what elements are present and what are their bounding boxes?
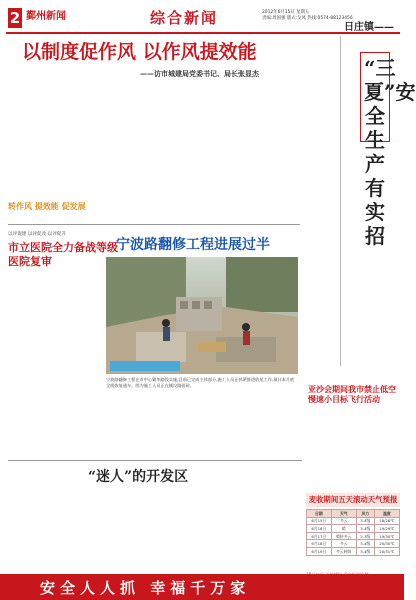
weather-wind: 3-4级 bbox=[356, 517, 374, 525]
weather-temp: 19/30℃ bbox=[374, 532, 399, 540]
weather-sky: 多云 bbox=[331, 517, 356, 525]
weather-date: 6月17日 bbox=[307, 532, 332, 540]
weather-header-row bbox=[307, 510, 400, 518]
weather-row bbox=[307, 525, 400, 533]
masthead-meta bbox=[262, 10, 402, 22]
weather-wind: 3-4级 bbox=[356, 547, 374, 555]
sidebar-kicker: 日庄镇—— bbox=[344, 22, 394, 33]
bottom-body-col-1 bbox=[8, 488, 76, 572]
sidebar-divider bbox=[340, 36, 341, 366]
weather-col-wind: 风力 bbox=[356, 510, 374, 518]
weather-sky: 多云转阴 bbox=[331, 547, 356, 555]
weather-temp: 18/28℃ bbox=[374, 517, 399, 525]
section-name: 鄞州新闻 bbox=[26, 11, 66, 22]
sidebar-headline: “三夏”安全生产有实招 bbox=[364, 56, 416, 248]
masthead-editor: 责编:周国强 版式:戈凤 热线:0574-88123456 bbox=[262, 16, 353, 21]
weather-temp: 20/30℃ bbox=[374, 540, 399, 548]
sidebar-body bbox=[344, 146, 400, 374]
weather-row bbox=[307, 547, 400, 555]
lead-body-col-1 bbox=[8, 84, 72, 198]
page-title: 综合新闻 bbox=[150, 9, 219, 27]
weather-title: 麦收期间五天滚动天气预报 bbox=[306, 493, 400, 507]
photo-headline: 宁波路翻修工程进展过半 bbox=[116, 237, 270, 253]
construction-photo bbox=[106, 257, 298, 374]
weather-col-temp: 温度 bbox=[374, 510, 399, 518]
brief-kicker: 以评促建 以评促改 以评促升 bbox=[8, 232, 67, 237]
bottom-body-col-2 bbox=[80, 488, 148, 572]
brief-body bbox=[8, 274, 102, 454]
lead-subhead: ——访市城建局党委书记、局长张显杰 bbox=[140, 69, 259, 78]
construction-photo-illustration bbox=[106, 257, 298, 374]
weather-row bbox=[307, 532, 400, 540]
weather-wind: 3-4级 bbox=[356, 540, 374, 548]
weather-col-date: 日期 bbox=[307, 510, 332, 518]
bottom-body-col-4 bbox=[224, 488, 300, 572]
weather-sky: 多云 bbox=[331, 540, 356, 548]
masthead-rule bbox=[6, 32, 400, 34]
lead-body-col-3 bbox=[144, 84, 208, 198]
weather-row bbox=[307, 540, 400, 548]
campaign-slogan: 转作风 提效能 促发展 bbox=[8, 202, 86, 211]
right-col-body bbox=[306, 36, 336, 366]
weather-date: 6月15日 bbox=[307, 517, 332, 525]
weather-sky: 晴转多云 bbox=[331, 532, 356, 540]
footer-slogan: 安全人人抓 幸福千万家 bbox=[40, 579, 251, 597]
photo-caption: 宁波路翻修工程在市中心繁华路段实施,目前已完成主体部分,施工人员正抓紧推进收尾工作,预计本月底全线恢复通车。图为施工人员正在铺设路面砖。 bbox=[106, 377, 295, 388]
side-story-headline: 亚沙会期间我市禁止低空慢速小目标飞行活动 bbox=[308, 384, 396, 404]
weather-sky: 晴 bbox=[331, 525, 356, 533]
weather-col-sky: 天气 bbox=[331, 510, 356, 518]
weather-date: 6月19日 bbox=[307, 547, 332, 555]
side-story-body bbox=[308, 410, 400, 488]
weather-temp: 19/29℃ bbox=[374, 525, 399, 533]
weather-wind: 2-3级 bbox=[356, 532, 374, 540]
brief-headline: 市立医院全力备战等级医院复审 bbox=[8, 241, 118, 268]
page-number: 2 bbox=[9, 9, 21, 27]
section-divider bbox=[8, 224, 300, 225]
bottom-feature-headline: “迷人”的开发区 bbox=[88, 469, 189, 485]
weather-wind: 3-4级 bbox=[356, 525, 374, 533]
weather-row bbox=[307, 517, 400, 525]
weather-date: 6月16日 bbox=[307, 525, 332, 533]
weather-date: 6月18日 bbox=[307, 540, 332, 548]
lead-headline: 以制度促作风 以作风提效能 bbox=[22, 41, 257, 63]
photo-watermark-strip bbox=[110, 361, 180, 371]
bottom-divider bbox=[8, 460, 302, 461]
weather-table bbox=[306, 509, 400, 556]
bottom-body-col-3 bbox=[152, 488, 220, 572]
lead-body-col-2 bbox=[76, 84, 140, 198]
lead-body-col-4 bbox=[212, 84, 276, 198]
weather-temp: 20/31℃ bbox=[374, 547, 399, 555]
masthead-date: 2012年6月15日 星期五 bbox=[262, 10, 310, 15]
